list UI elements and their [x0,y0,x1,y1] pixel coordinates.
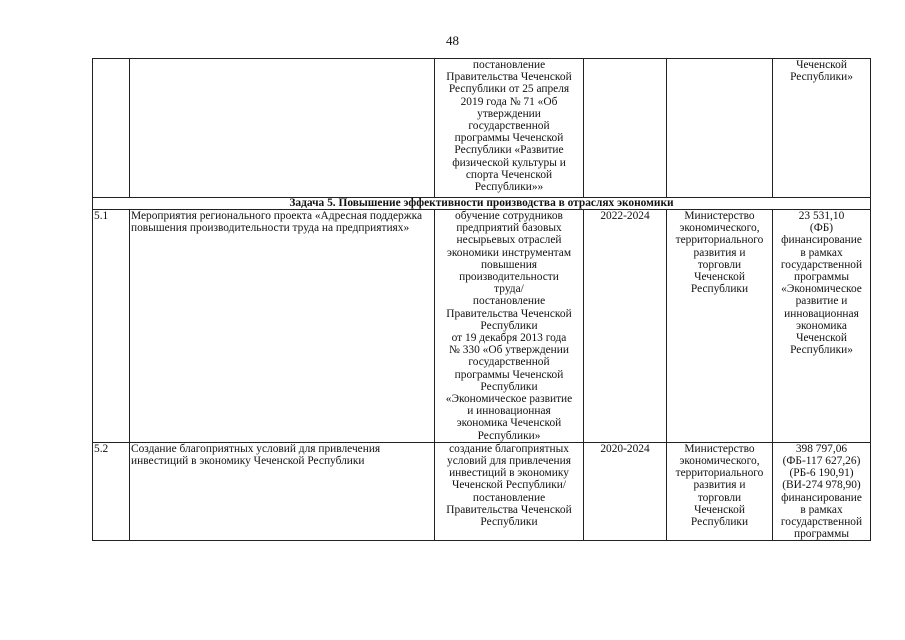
row-period: 2020-2024 [584,442,667,541]
cell-funding: Чеченской Республики» [773,59,871,198]
row-name: Мероприятия регионального проекта «Адресная поддержка повышения производительности труда на предприятиях» [130,210,435,443]
row-number: 5.1 [93,210,130,443]
cell-name [130,59,435,198]
row-result: обучение сотрудников предприятий базовых несырьевых отраслей экономики инструментам повышения производительности труда/ постановление Правительства Чеченской Республики от 19 декабря 2013 года № 330 «Об утверждении государственной программы Чеченской Республики «Экономическое развитие и инновационная экономика Чеченской Республики» [435,210,584,443]
row-period: 2022-2024 [584,210,667,443]
cell-period [584,59,667,198]
row-funding: 23 531,10 (ФБ) финансирование в рамках государственной программы «Экономическое развитие и инновационная экономика Чеченской Республики» [773,210,871,443]
table-row [93,442,871,541]
page-number: 48 [446,33,459,48]
row-executor: Министерство экономического, территориального развития и торговли Чеченской Республики [667,442,773,541]
cell-number [93,59,130,198]
row-number: 5.2 [93,442,130,541]
row-executor: Министерство экономического, территориального развития и торговли Чеченской Республики [667,210,773,443]
row-name: Создание благоприятных условий для привлечения инвестиций в экономику Чеченской Республики [130,442,435,541]
measures-table [92,58,871,541]
task-header-row [93,198,871,210]
row-funding: 398 797,06 (ФБ-117 627,26) (РБ-6 190,91) (ВИ-274 978,90) финансирование в рамках государственной программы [773,442,871,541]
task-header: Задача 5. Повышение эффективности производства в отраслях экономики [93,198,871,210]
cell-executor [667,59,773,198]
cell-result: постановление Правительства Чеченской Республики от 25 апреля 2019 года № 71 «Об утверждении государственной программы Чеченской Республики «Развитие физической культуры и спорта Чеченской Республики»» [435,59,584,198]
row-result: создание благоприятных условий для привлечения инвестиций в экономику Чеченской Республики/ постановление Правительства Чеченской Республики [435,442,584,541]
table-row [93,210,871,443]
continuation-row [93,59,871,198]
